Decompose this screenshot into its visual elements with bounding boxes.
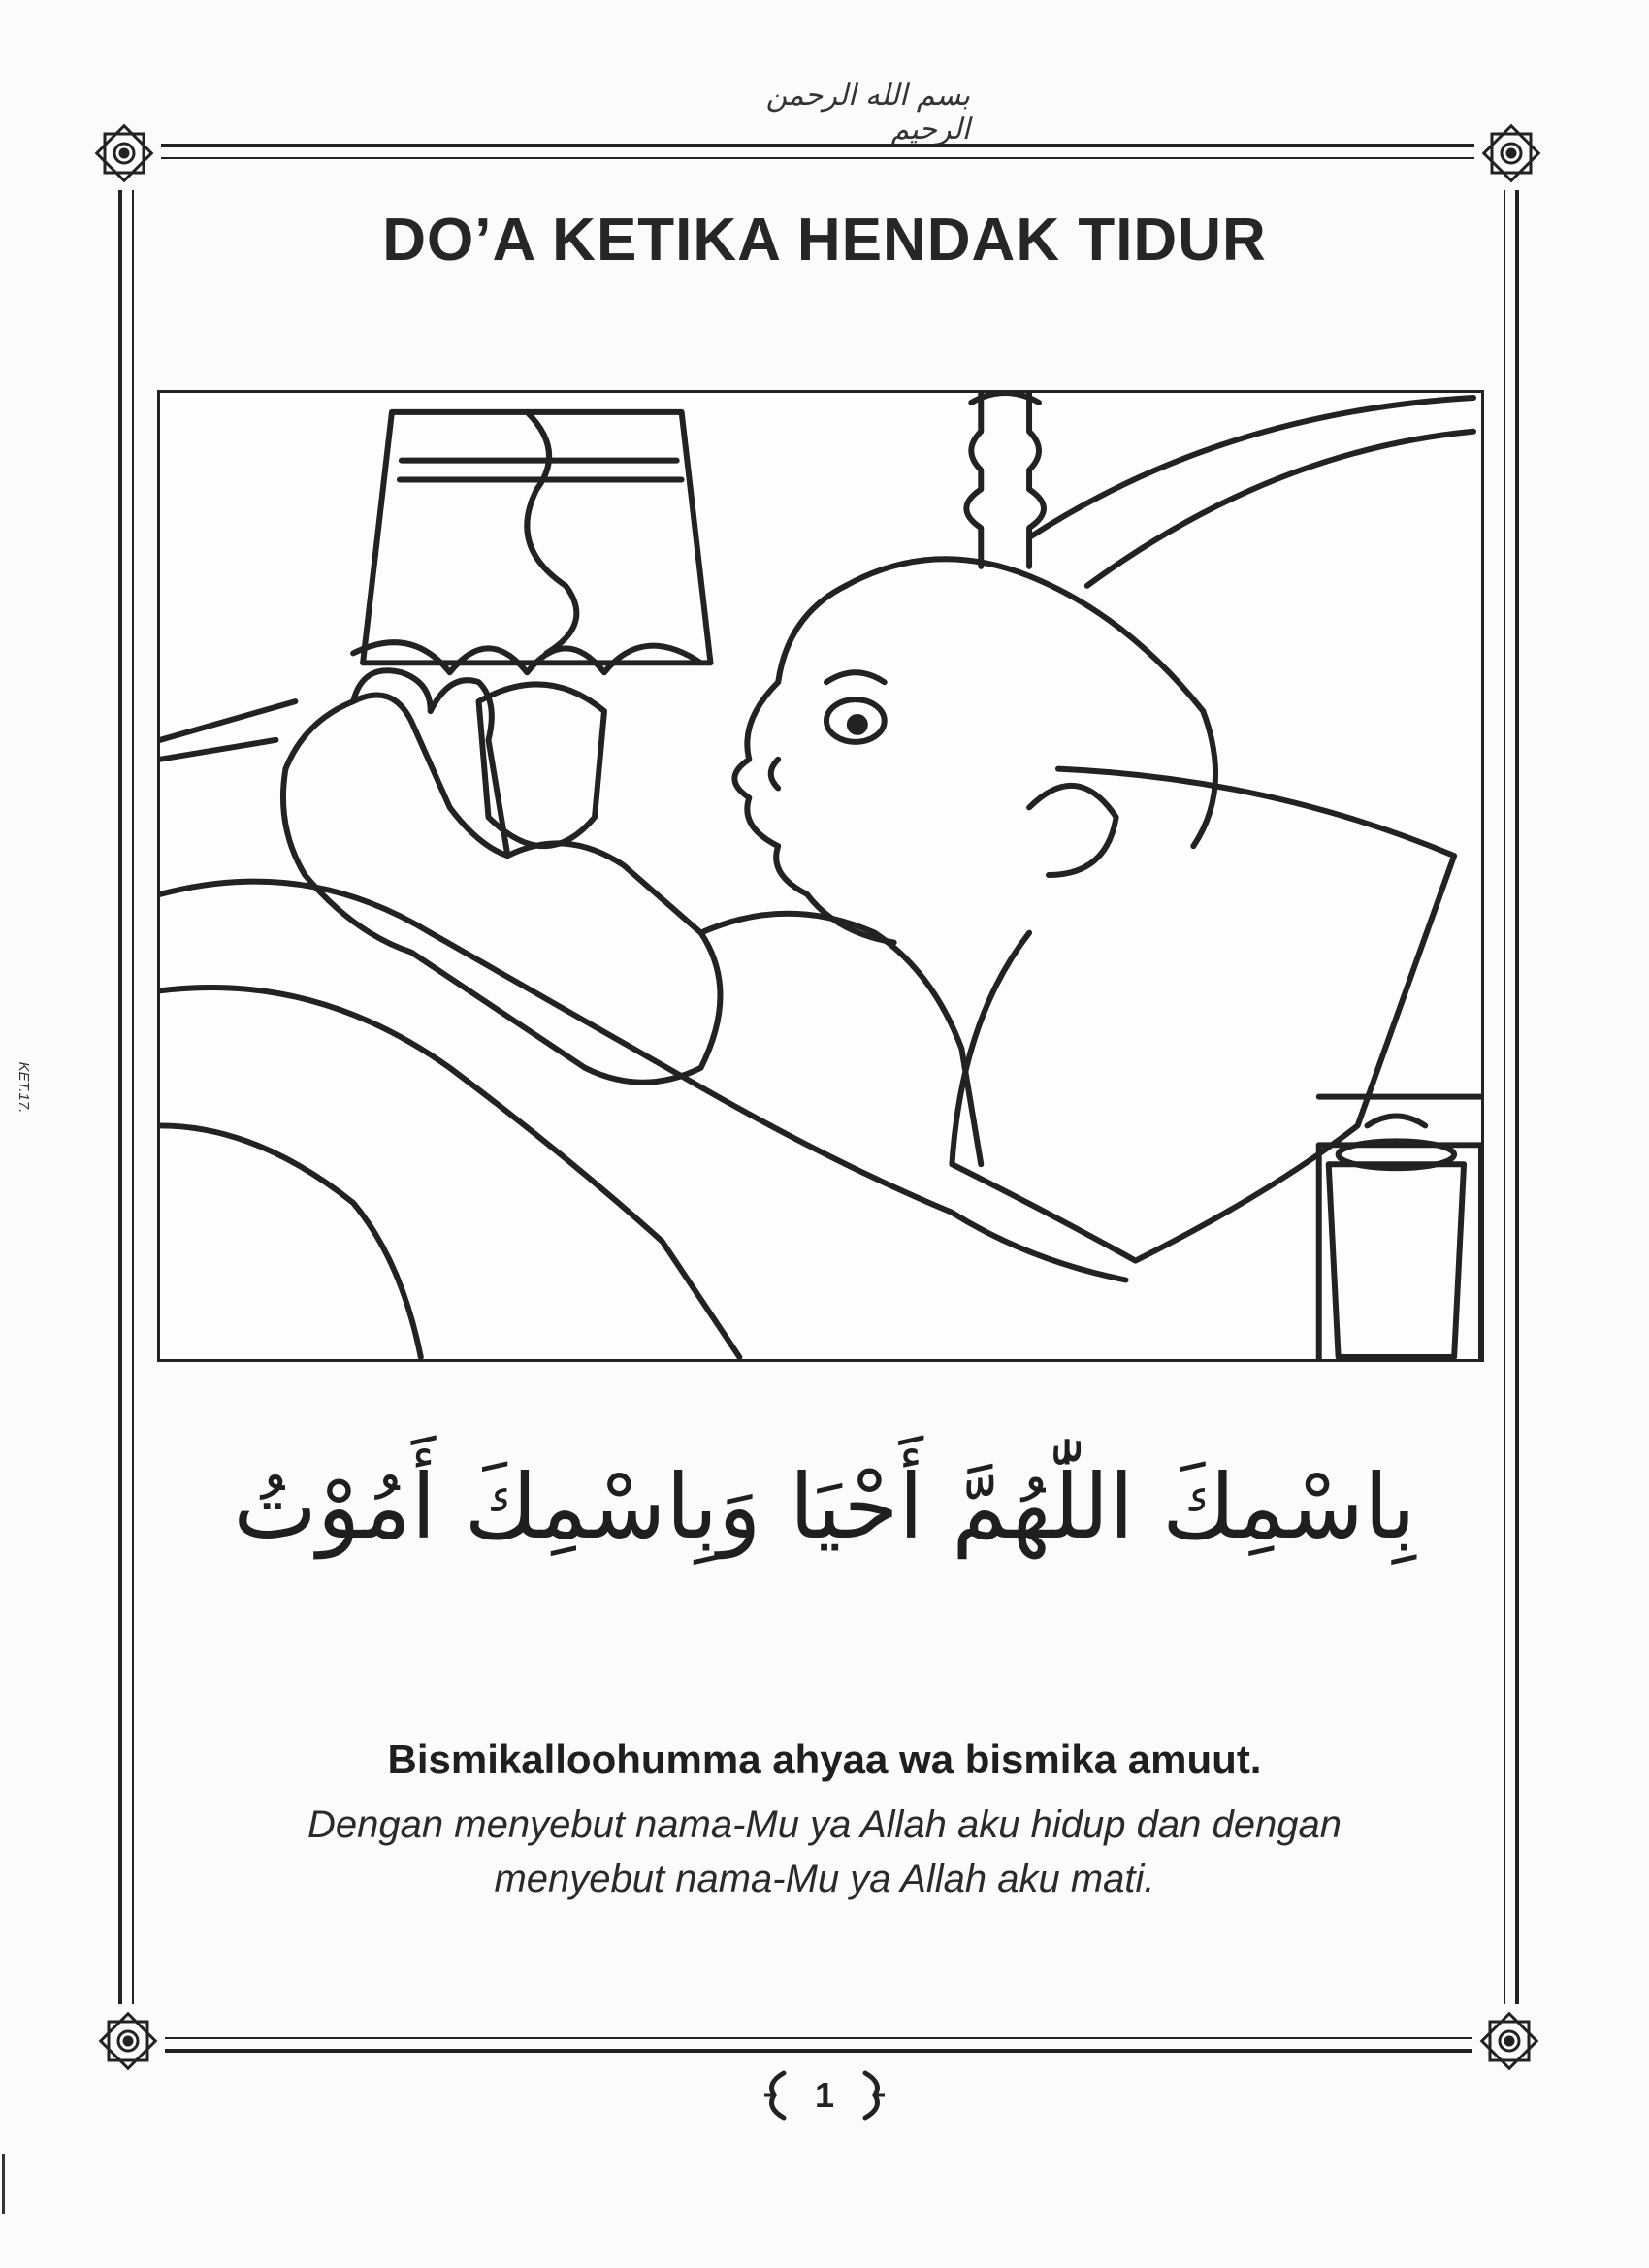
side-code: KET.17.	[16, 1061, 32, 1114]
bismillah-calligraphy: بسم الله الرحمن الرحيم	[765, 79, 970, 146]
corner-ornament-icon	[1474, 116, 1548, 190]
scan-edge-mark	[2, 2154, 5, 2214]
boy-praying-in-bed-illustration	[157, 390, 1484, 1362]
translation-line: menyebut nama-Mu ya Allah aku mati.	[494, 1858, 1155, 1900]
dua-translation	[194, 1798, 1455, 1906]
translation-line: Dengan menyebut nama-Mu ya Allah aku hidup dan dengan	[307, 1803, 1342, 1846]
corner-ornament-icon	[91, 2004, 165, 2078]
left-bracket-ornament-icon	[760, 2069, 790, 2122]
dua-arabic-text: بِاسْمِكَ اللّٰهُمَّ أَحْيَا وَبِاسْمِكَ أَمُوْتُ	[233, 1455, 1416, 1559]
page-number-block	[737, 2066, 912, 2124]
page-number: 1	[814, 2075, 835, 2115]
page-title: DO’A KETIKA HENDAK TIDUR	[382, 207, 1267, 274]
corner-ornament-icon	[87, 116, 161, 190]
dua-transliteration: Bismikalloohumma ahyaa wa bismika amuut.	[387, 1736, 1262, 1782]
right-bracket-ornament-icon	[859, 2069, 889, 2122]
corner-ornament-icon	[1472, 2004, 1546, 2078]
